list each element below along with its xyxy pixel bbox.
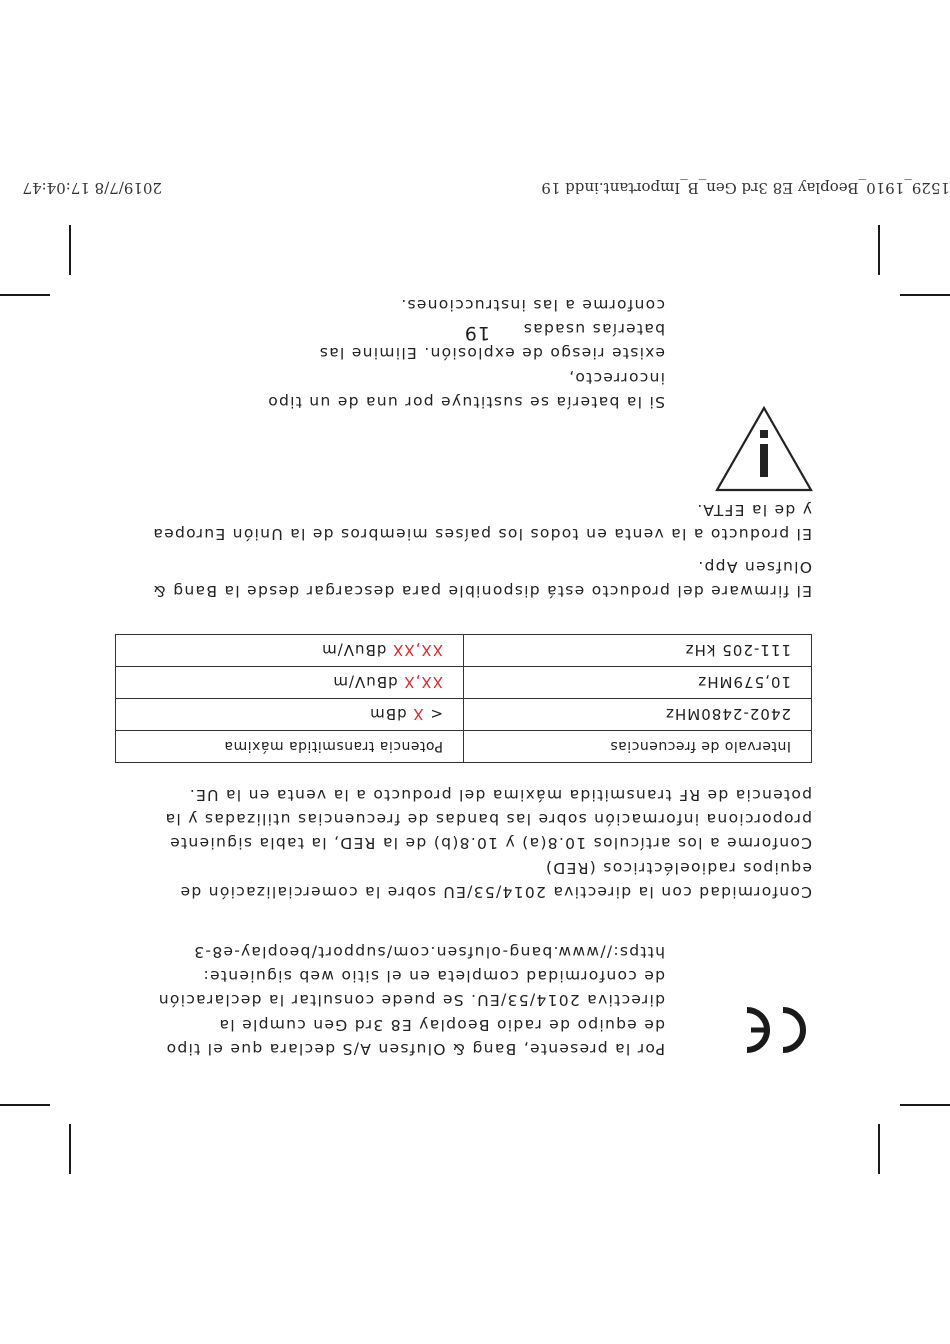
ce-declaration-text (105, 940, 665, 1061)
table-row (116, 699, 812, 731)
text-line: existe riesgo de explosión. Elimine las baterías usadas (318, 320, 665, 363)
slug-file-info: 1529_1910_Beoplay E8 3rd Gen_B_Important.indd 19 (541, 179, 950, 197)
cell-power (116, 635, 464, 667)
text-line: directiva 2014/53/EU. Se puede consultar la declaración (157, 991, 665, 1010)
power-unit: dBuV/m (321, 641, 393, 660)
text-line: Conformidad con la directiva 2014/53/EU sobre la comercialización de (179, 883, 812, 901)
table-header-row (116, 731, 812, 763)
text-line: de equipo de radio Beoplay E8 3rd Gen cumple la (218, 1015, 665, 1034)
crop-mark (0, 1105, 50, 1107)
table-row (116, 635, 812, 667)
crop-mark (70, 225, 72, 275)
crop-mark (900, 295, 950, 297)
text-line: Si la batería se sustituye por una de un tipo incorrecto, (266, 368, 665, 411)
firmware-text (102, 554, 812, 603)
crop-mark (900, 1105, 950, 1107)
cell-power (116, 699, 464, 731)
power-prefix: < (423, 705, 443, 724)
text-line: El firmware del producto está disponible para descargar desde la Bang & (152, 582, 812, 600)
text-line: potencia de RF transmitida máxima del producto a la venta en la UE. (188, 785, 812, 804)
text-line: proporciona información sobre las bandas de frecuencias utilizadas y la (164, 810, 812, 829)
slug-datetime: 2019/7/8 17:04:47 (22, 179, 162, 197)
sale-text (102, 497, 812, 546)
crop-mark (879, 1124, 881, 1174)
power-placeholder: X (412, 705, 424, 724)
support-url: https://www.bang-olufsen.com/support/beoplay-e8-3 (192, 942, 665, 961)
table-row (116, 667, 812, 699)
power-placeholder: XX,XX (392, 641, 443, 660)
text-line: Por la presente, Bang & Olufsen A/S declara que el tipo (165, 1040, 665, 1058)
crop-mark (879, 225, 881, 275)
page-number: 19 (463, 322, 490, 344)
cell-frequency: 111-205 kHz (464, 635, 812, 667)
cell-frequency: 2402-2480MHz (464, 699, 812, 731)
cell-power (116, 667, 464, 699)
power-placeholder: XX,X (403, 673, 443, 692)
text-line: conforme a las instrucciones. (399, 295, 665, 314)
red-directive-text (102, 783, 812, 904)
cell-frequency: 10,579MHz (464, 667, 812, 699)
crop-mark (70, 1124, 72, 1174)
text-line: y de la EFTA. (696, 500, 812, 519)
text-line: Conforme a los artículos 10.8(a) y 10.8(b) de la RED, la tabla siguiente (168, 834, 812, 853)
battery-warning-text (265, 293, 665, 414)
power-unit: dBm (369, 705, 413, 724)
warning-triangle-icon (714, 405, 814, 493)
ce-mark-icon (743, 1005, 813, 1055)
frequency-table (115, 634, 812, 763)
text-line: de conformidad completa en el sitio web siguiente: (202, 967, 665, 986)
text-line: El producto a la venta en todos los países miembros de la Unión Europea (152, 525, 812, 543)
crop-mark (0, 295, 50, 297)
text-line: Olufsen App. (697, 557, 812, 576)
power-unit: dBuV/m (332, 673, 404, 692)
header-power: Potencia transmitida máxima (116, 731, 464, 763)
text-line: equipos radioeléctricos (RED) (544, 858, 812, 877)
header-frequency: Intervalo de frecuencias (464, 731, 812, 763)
